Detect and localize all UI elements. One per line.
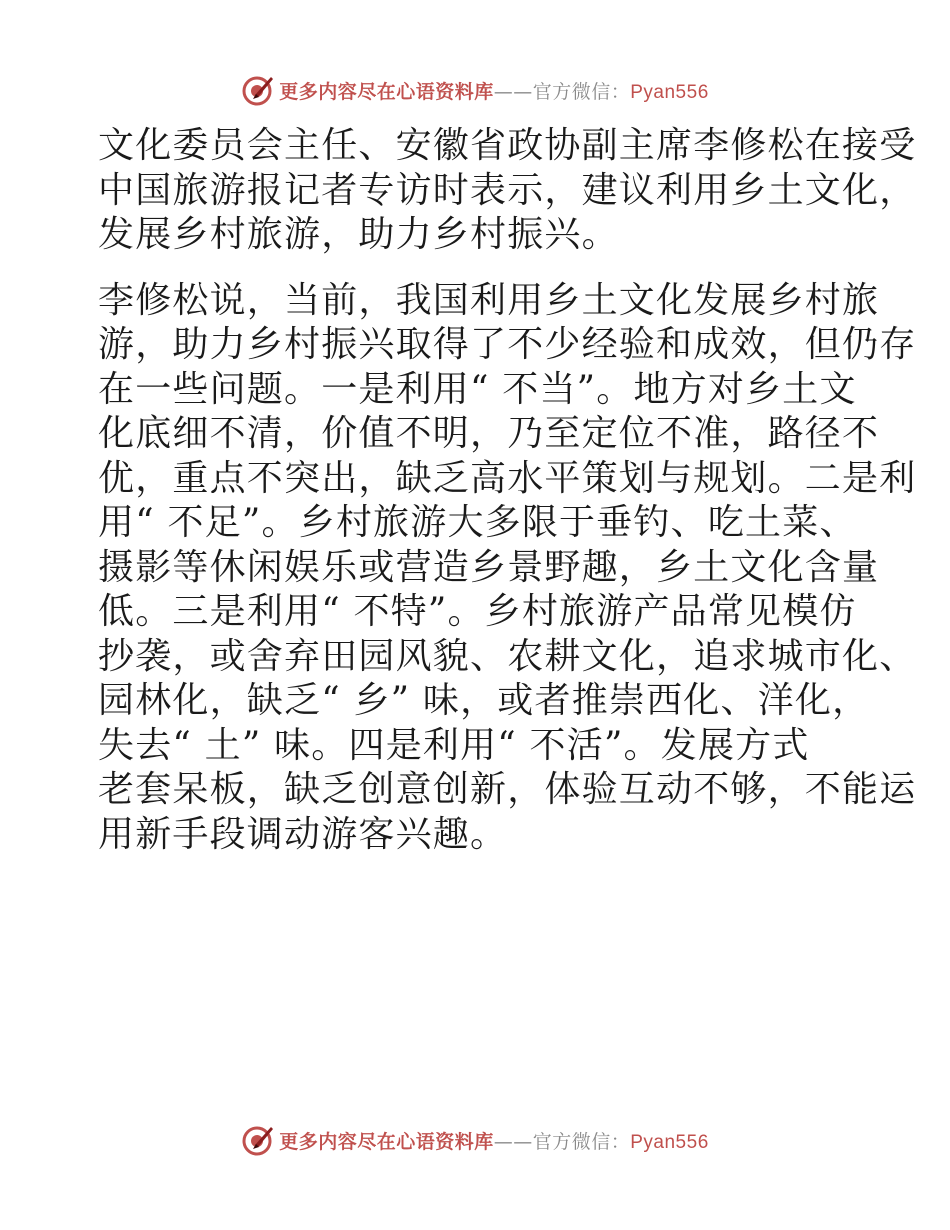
text-line: 抄袭，或舍弃田园风貌、农耕文化，追求城市化、 [98,635,917,677]
text-line: 用“ 不足”。乡村旅游大多限于垂钓、吃土菜、 [98,502,857,543]
text-line: 园林化，缺乏“ 乡” 味，或者推崇西化、洋化， [98,680,870,721]
text-line: 老套呆板，缺乏创意创新，体验互动不够，不能运 [98,769,917,810]
footer-wechat-label: 官方微信： [532,1130,631,1153]
text-line: 在一些问题。一是利用“ 不当”。地方对乡土文 [98,368,857,410]
text-line: 文化委员会主任、安徽省政协副主席李修松在接受 [98,125,917,166]
text-line: 优，重点不突出，缺乏高水平策划与规划。二是利 [98,457,917,499]
header-text [279,77,709,104]
text-line: 摄影等休闲娱乐或营造乡景野趣，乡土文化含量 [98,546,880,588]
footer-text [279,1127,709,1154]
quill-logo-icon [241,73,275,107]
text-line: 李修松说，当前，我国利用乡土文化发展乡村旅 [98,279,880,321]
text-line: 失去“ 土” 味。四是利用“ 不活”。发展方式 [98,724,810,766]
text-line: 低。三是利用“ 不特”。乡村旅游产品常见模仿 [98,591,857,632]
paragraph-spacer [98,258,858,279]
text-line: 游，助力乡村振兴取得了不少经验和成效，但仍存 [98,324,917,365]
paragraph [98,279,917,858]
footer-wechat-id: Pyan556 [630,1131,709,1153]
footer-banner [0,1120,950,1160]
paragraph [98,124,917,258]
header-banner [0,70,950,110]
text-line: 化底细不清，价值不明，乃至定位不准，路径不 [98,413,880,454]
header-site-name: 更多内容尽在心语资料库 [279,80,494,103]
text-line: 中国旅游报记者专访时表示，建议利用乡土文化， [98,169,917,211]
text-line: 用新手段调动游客兴趣。 [98,813,508,855]
footer-site-name: 更多内容尽在心语资料库 [279,1130,494,1153]
quill-logo-icon [241,1123,275,1157]
text-line: 发展乡村旅游，助力乡村振兴。 [98,214,619,255]
header-wechat-id: Pyan556 [630,81,709,103]
header-separator: —— [493,80,533,103]
header-wechat-label: 官方微信： [532,80,631,103]
document-body [98,124,917,857]
footer-separator: —— [493,1130,533,1153]
